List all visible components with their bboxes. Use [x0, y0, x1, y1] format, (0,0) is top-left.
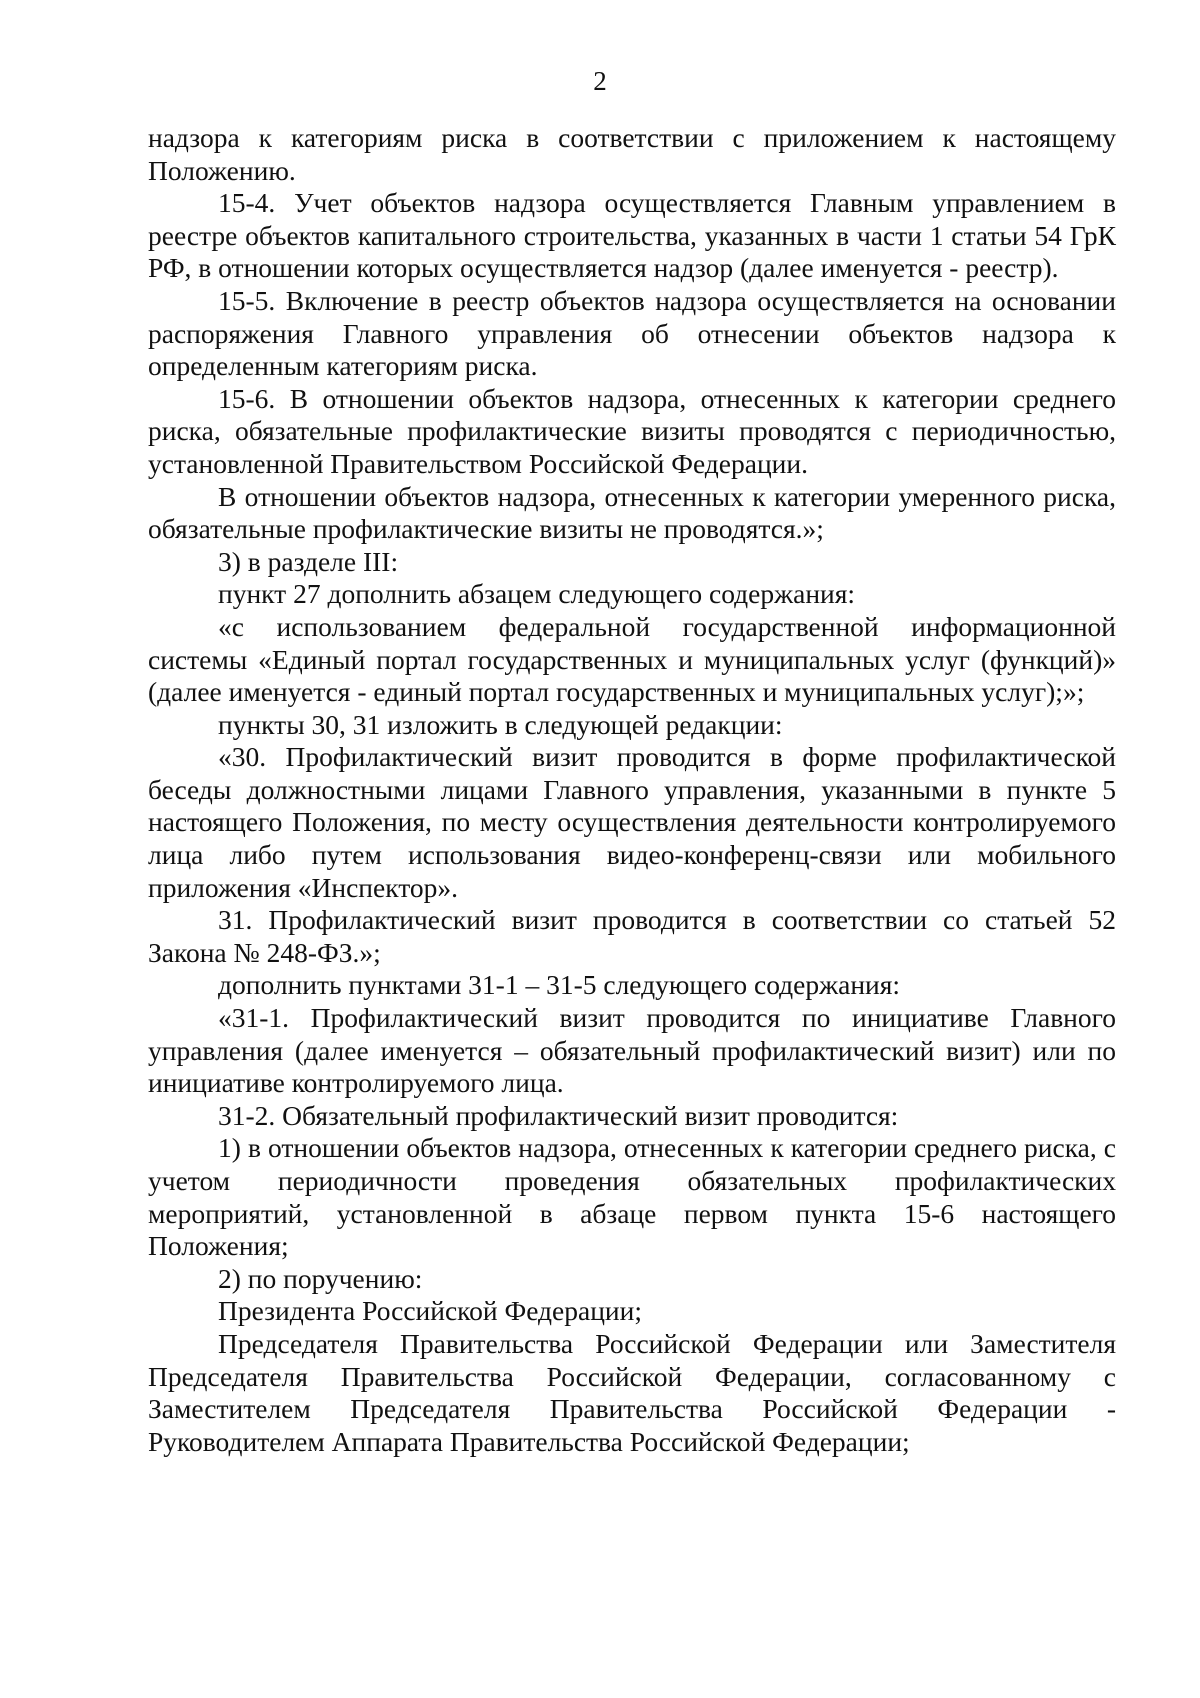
page-number: 2	[593, 66, 607, 96]
paragraph: 31. Профилактический визит проводится в соответствии со статьей 52 Закона № 248-ФЗ.»;	[148, 904, 1116, 968]
paragraph: Президента Российской Федерации;	[218, 1295, 642, 1327]
paragraph: «30. Профилактический визит проводится в форме профилактической беседы должностными лицами Главного управления, указанными в пункте 5 настоящего Положения, по месту осуществления деятельности контролируемого лица либо путем использования видео-конференц-связи или мобильного приложения «Инспектор».	[148, 741, 1116, 903]
paragraph: 15-5. Включение в реестр объектов надзора осуществляется на основании распоряжения Главного управления об отнесении объектов надзора к определенным категориям риска.	[148, 284, 1116, 382]
paragraph: Председателя Правительства Российской Федерации или Заместителя Председателя Правительства Российской Федерации, согласованному с Заместителем Председателя Правительства Российской Федерации - Руководителем Аппарата Правительства Российской Федерации;	[148, 1327, 1116, 1457]
paragraph: В отношении объектов надзора, отнесенных к категории умеренного риска, обязательные профилактические визиты не проводятся.»;	[148, 480, 1116, 545]
paragraph: 3) в разделе III:	[218, 545, 399, 577]
paragraph: «с использованием федеральной государственной информационной системы «Единый портал государственных и муниципальных услуг (функций)» (далее именуется - единый портал государственных и муниципальных услуг);»;	[148, 610, 1116, 708]
paragraph: 15-4. Учет объектов надзора осуществляется Главным управлением в реестре объектов капитального строительства, указанных в части 1 статьи 54 ГрК РФ, в отношении которых осуществляется надзор (далее именуется - реестр).	[148, 187, 1116, 284]
paragraph: дополнить пунктами 31-1 – 31-5 следующего содержания:	[218, 969, 901, 1001]
paragraph: пункт 27 дополнить абзацем следующего содержания:	[218, 578, 856, 610]
paragraph: 2) по поручению:	[218, 1262, 423, 1294]
paragraph: 15-6. В отношении объектов надзора, отнесенных к категории среднего риска, обязательные профилактические визиты проводятся с периодичностью, установленной Правительством Российской Федерации.	[148, 382, 1116, 479]
document-body	[148, 122, 1116, 1458]
paragraph: надзора к категориям риска в соответствии с приложением к настоящему Положению.	[148, 122, 1116, 186]
paragraph: «31-1. Профилактический визит проводится по инициативе Главного управления (далее именуется – обязательный профилактический визит) или по инициативе контролируемого лица.	[148, 1002, 1116, 1099]
paragraph: 31-2. Обязательный профилактический визит проводится:	[218, 1099, 899, 1131]
paragraph: пункты 30, 31 изложить в следующей редакции:	[218, 708, 783, 740]
paragraph: 1) в отношении объектов надзора, отнесенных к категории среднего риска, с учетом периодичности проведения обязательных профилактических мероприятий, установленной в абзаце первом пункта 15-6 настоящего Положения;	[148, 1132, 1116, 1262]
